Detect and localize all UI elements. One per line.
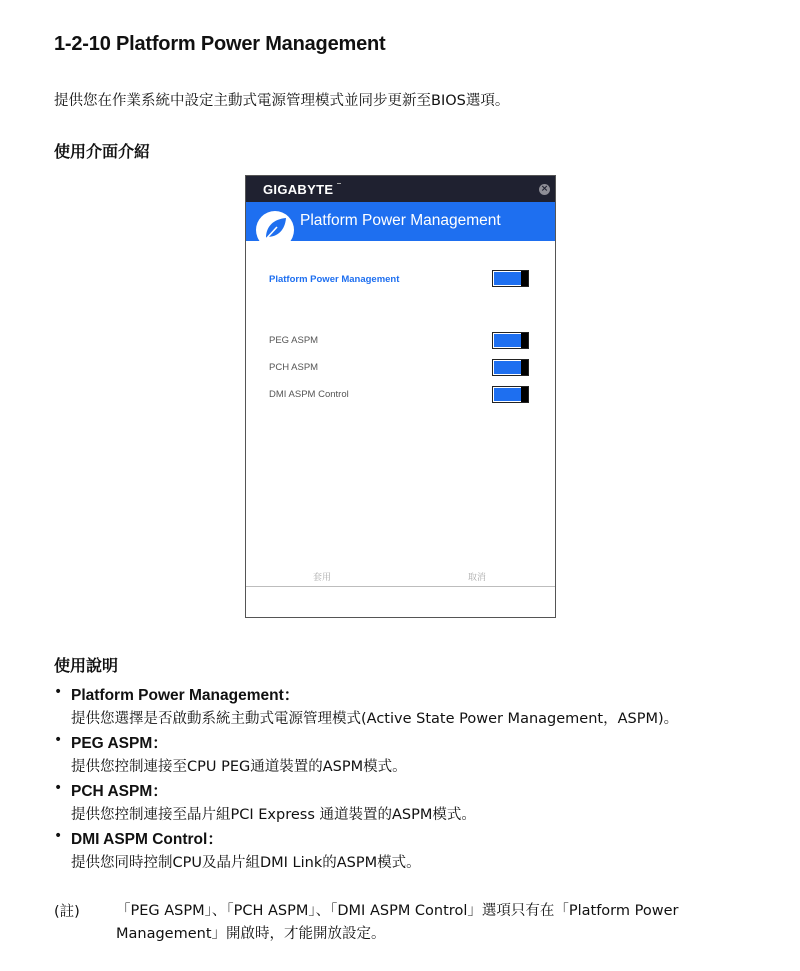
ui-subheading: 使用介面介紹 — [54, 142, 151, 161]
title-bar — [246, 176, 555, 202]
toggle-platform-power-management[interactable] — [492, 270, 529, 287]
option-label-dmi-aspm-control: DMI ASPM Control — [269, 389, 349, 400]
option-label-platform-power-management: Platform Power Management — [269, 274, 400, 285]
item-title-peg-aspm: PEG ASPM： — [71, 735, 168, 752]
option-label-peg-aspm: PEG ASPM — [269, 335, 319, 346]
brand-logo: GIGABYTE — [263, 182, 334, 197]
app-title: Platform Power Management — [300, 212, 501, 229]
close-icon[interactable]: × — [540, 184, 549, 194]
bullet: • — [54, 780, 63, 796]
app-window — [245, 175, 556, 618]
option-label-pch-aspm: PCH ASPM — [269, 362, 319, 373]
item-desc-pch-aspm: 提供您控制連接至晶片組PCI Express 通道裝置的ASPM模式。 — [71, 807, 476, 823]
section-heading: 1-2-10 Platform Power Management — [54, 33, 386, 55]
item-desc-peg-aspm: 提供您控制連接至CPU PEG通道裝置的ASPM模式。 — [71, 759, 407, 775]
desc-subheading: 使用說明 — [54, 656, 119, 675]
item-desc-platform-power-management: 提供您選擇是否啟動系統主動式電源管理模式(Active State Power Management，ASPM)。 — [71, 711, 679, 727]
apply-button[interactable]: 套用 — [313, 573, 332, 583]
intro-text: 提供您在作業系統中設定主動式電源管理模式並同步更新至BIOS選項。 — [54, 93, 510, 109]
item-title-pch-aspm: PCH ASPM： — [71, 783, 168, 800]
item-title-platform-power-management: Platform Power Management： — [71, 687, 300, 704]
toggle-pch-aspm[interactable] — [492, 359, 529, 376]
item-title-dmi-aspm-control: DMI ASPM Control： — [71, 831, 223, 848]
note-label: (註) — [54, 904, 80, 920]
cancel-button[interactable]: 取消 — [468, 573, 487, 583]
brand-mark — [337, 183, 341, 184]
item-desc-dmi-aspm-control: 提供您同時控制CPU及晶片組DMI Link的ASPM模式。 — [71, 855, 421, 871]
bullet: • — [54, 828, 63, 844]
app-header — [246, 202, 555, 241]
toggle-dmi-aspm-control[interactable] — [492, 386, 529, 403]
toggle-peg-aspm[interactable] — [492, 332, 529, 349]
footer-divider — [246, 586, 555, 587]
leaf-icon — [256, 211, 294, 241]
note-text: 「PEG ASPM」、「PCH ASPM」、「DMI ASPM Control」選項只有在「Platform Power Management」開啟時，才能開放設定。 — [116, 903, 679, 942]
bullet: • — [54, 684, 63, 700]
bullet: • — [54, 732, 63, 748]
